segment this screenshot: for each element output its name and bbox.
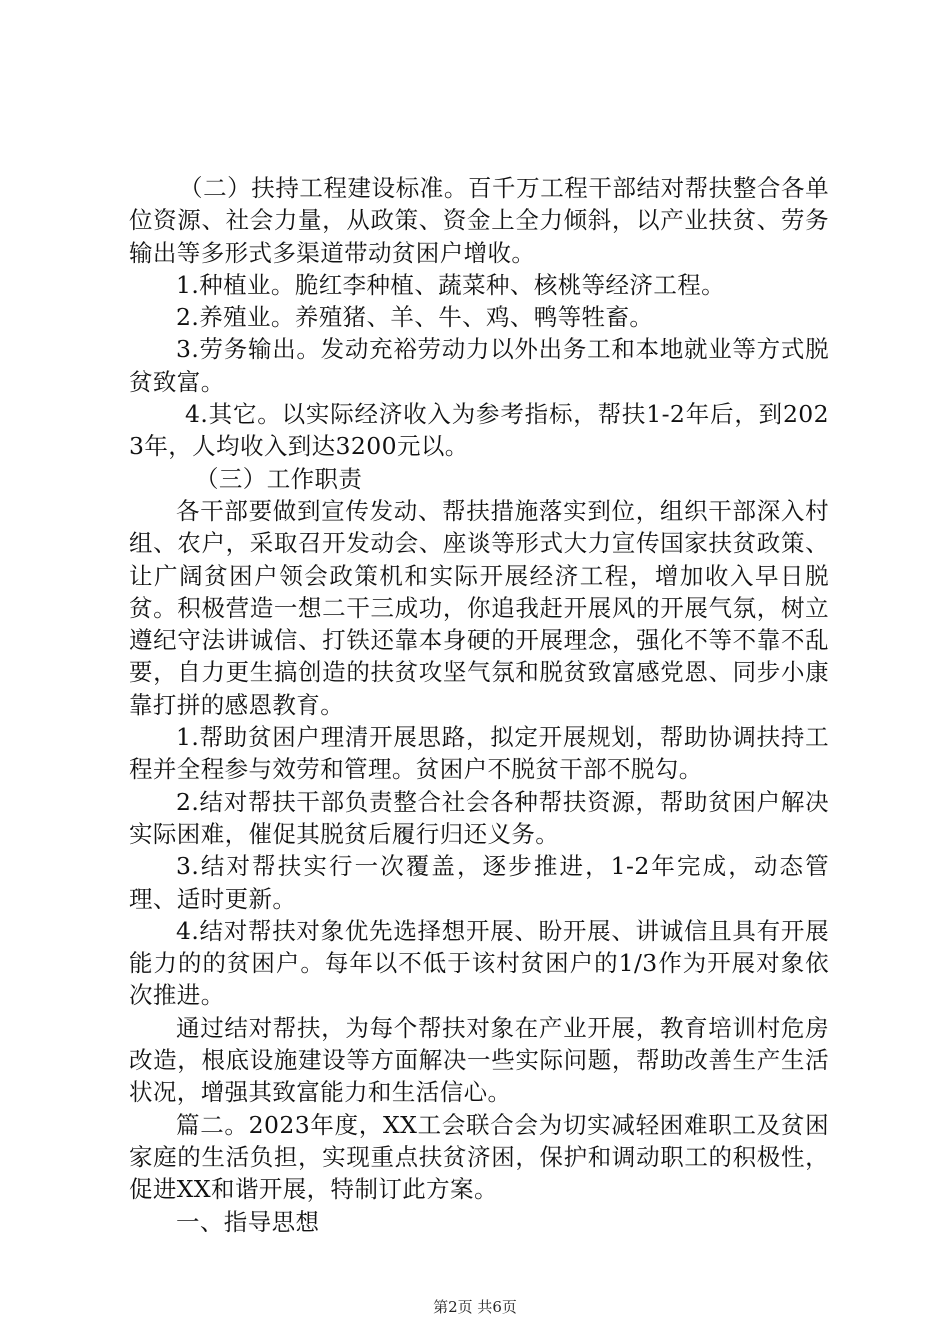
- list-item-duty-3: 3.结对帮扶实行一次覆盖，逐步推进，1-2年完成，动态管理、适时更新。: [129, 852, 829, 913]
- document-body: [129, 172, 829, 1238]
- list-item-breeding: 2.养殖业。养殖猪、羊、牛、鸡、鸭等牲畜。: [176, 303, 654, 332]
- page-number-footer: 第2页 共6页: [433, 1298, 517, 1316]
- list-item-planting: 1.种植业。脆红李种植、蔬菜种、核桃等经济工程。: [176, 270, 726, 299]
- paragraph-support-project-standard: （二）扶持工程建设标准。百千万工程干部结对帮扶整合各单位资源、社会力量，从政策、资金上全力倾斜，以产业扶贫、劳务输出等多形式多渠道带动贫困户增收。: [129, 174, 829, 267]
- list-item-labor-export: 3.劳务输出。发动充裕劳动力以外出务工和本地就业等方式脱贫致富。: [129, 335, 829, 396]
- paragraph-duties-overview: 各干部要做到宣传发动、帮扶措施落实到位，组织干部深入村组、农户，采取召开发动会、座谈等形式大力宣传国家扶贫政策、让广阔贫困户领会政策机和实际开展经济工程，增加收入早日脱贫。积极营造一想二干三成功，你追我赶开展风的开展气氛，树立遵纪守法讲诚信、打铁还靠本身硬的开展理念，强化不等不靠不乱要，自力更生搞创造的扶贫攻坚气氛和脱贫致富感党恩、同步小康靠打拼的感恩教育。: [129, 496, 829, 719]
- list-item-other: 4.其它。以实际经济收入为参考指标，帮扶1-2年后，到2023年，人均收入到达3200元以。: [129, 400, 829, 461]
- list-item-duty-2: 2.结对帮扶干部负责整合社会各种帮扶资源，帮助贫困户解决实际困难，催促其脱贫后履行归还义务。: [129, 787, 829, 848]
- section-heading-duties: （三）工作职责: [195, 464, 363, 493]
- paragraph-pairing-summary: 通过结对帮扶，为每个帮扶对象在产业开展，教育培训村危房改造，根底设施建设等方面解决一些实际问题，帮助改善生产生活状况，增强其致富能力和生活信心。: [129, 1013, 829, 1107]
- paragraph-part-two-intro: 篇二。2023年度，XX工会联合会为切实减轻困难职工及贫困家庭的生活负担，实现重点扶贫济困，保护和调动职工的积极性，促进XX和谐开展，特制订此方案。: [129, 1110, 829, 1204]
- list-item-duty-1: 1.帮助贫困户理清开展思路，拟定开展规划，帮助协调扶持工程并全程参与效劳和管理。贫困户不脱贫干部不脱勾。: [129, 723, 829, 784]
- list-item-duty-4: 4.结对帮扶对象优先选择想开展、盼开展、讲诚信且具有开展能力的的贫困户。每年以不低于该村贫困户的1/3作为开展对象依次推进。: [129, 916, 829, 1010]
- section-heading-guiding-ideology: 一、指导思想: [176, 1207, 320, 1236]
